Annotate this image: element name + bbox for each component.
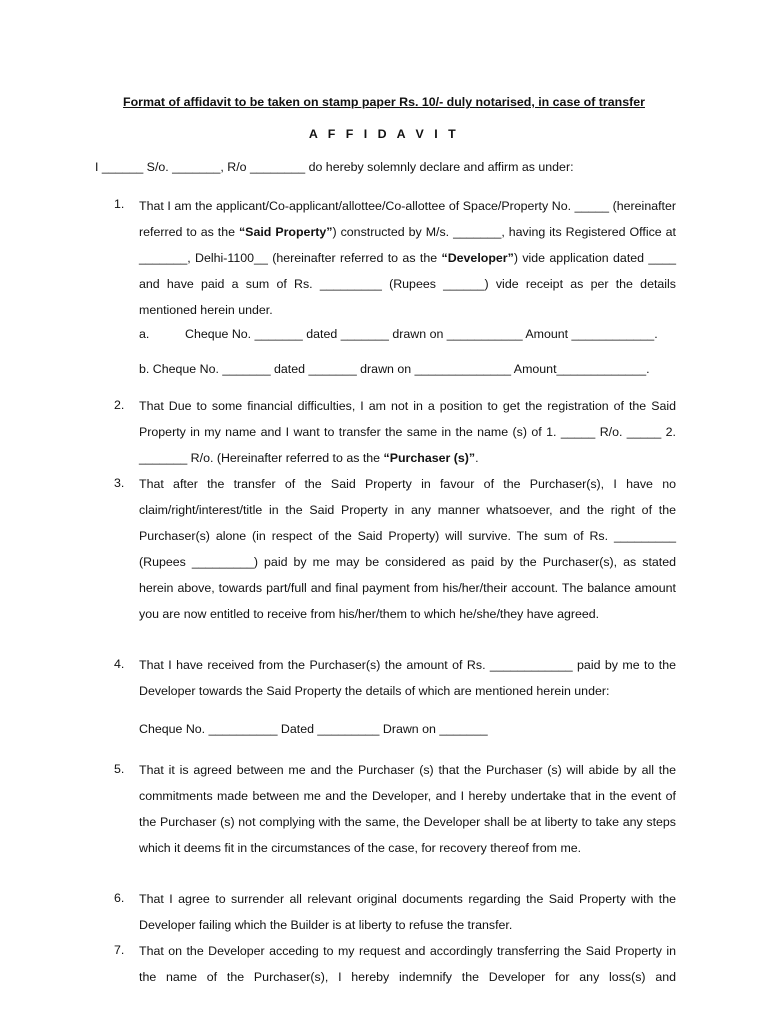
clause-number: 3. [114,476,125,490]
cheque-row: Cheque No. __________ Dated _________ Drawn on _______ [139,722,488,736]
declaration-line: I ______ S/o. _______, R/o ________ do hereby solemnly declare and affirm as under: [95,160,574,174]
document-title: Format of affidavit to be taken on stamp paper Rs. 10/- duly notarised, in case of transfer [123,95,645,109]
clause-number: 1. [114,197,125,211]
clause-number: 4. [114,657,125,671]
cheque-row-a: a. Cheque No. _______ dated _______ drawn on ___________ Amount ____________. [139,327,658,341]
clause-text: That I am the applicant/Co-applicant/allottee/Co-allottee of Space/Property No. _____ (hereinafter referred to as the “Said Property”) constructed by M/s. _______, having its Registered Office at _______, Delhi-1100__ (hereinafter referred to as the “Developer”) vide application dated ____ and have paid a sum of Rs. _________ (Rupees ______) vide receipt as per the details mentioned herein under. [139,199,676,317]
clause-number: 2. [114,398,125,412]
clause-text: That I have received from the Purchaser(s) the amount of Rs. ____________ paid by me to the Developer towards the Said Property the details of which are mentioned herein under: [139,658,676,698]
clause-number: 5. [114,762,125,776]
clause-text: That it is agreed between me and the Purchaser (s) that the Purchaser (s) will abide by all the commitments made between me and the Developer, and I hereby undertake that in the event of the Purchaser (s) not complying with the same, the Developer shall be at liberty to take any steps which it deems fit in the circumstances of the case, for recovery thereof from me. [139,763,676,855]
clause-text: That Due to some financial difficulties, I am not in a position to get the registration of the Said Property in my name and I want to transfer the same in the name (s) of 1. _____ R/o. _____ 2. _______ R/o. (Hereinafter referred to as the “Purchaser (s)”. [139,399,676,465]
clause-text: That I agree to surrender all relevant original documents regarding the Said Property with the Developer failing which the Builder is at liberty to refuse the transfer. [139,892,676,932]
cheque-row-b: b. Cheque No. _______ dated _______ drawn on ______________ Amount_____________. [139,362,650,376]
clause-text: That on the Developer acceding to my request and accordingly transferring the Said Property in the name of the Purchaser(s), I hereby indemnify the Developer for any loss(s) and [139,944,676,984]
clause-text: That after the transfer of the Said Property in favour of the Purchaser(s), I have no claim/right/interest/title in the Said Property in any manner whatsoever, and the right of the Purchaser(s) alone (in respect of the Said Property) will survive. The sum of Rs. _________ (Rupees _________) paid by me may be considered as paid by the Purchaser(s), as stated herein above, towards part/full and final payment from his/her/their account. The balance amount you are now entitled to receive from his/her/them to which he/she/they have agreed. [139,477,676,621]
clause-number: 6. [114,891,125,905]
clause-number: 7. [114,943,125,957]
document-heading: A F F I D A V I T [308,127,460,141]
